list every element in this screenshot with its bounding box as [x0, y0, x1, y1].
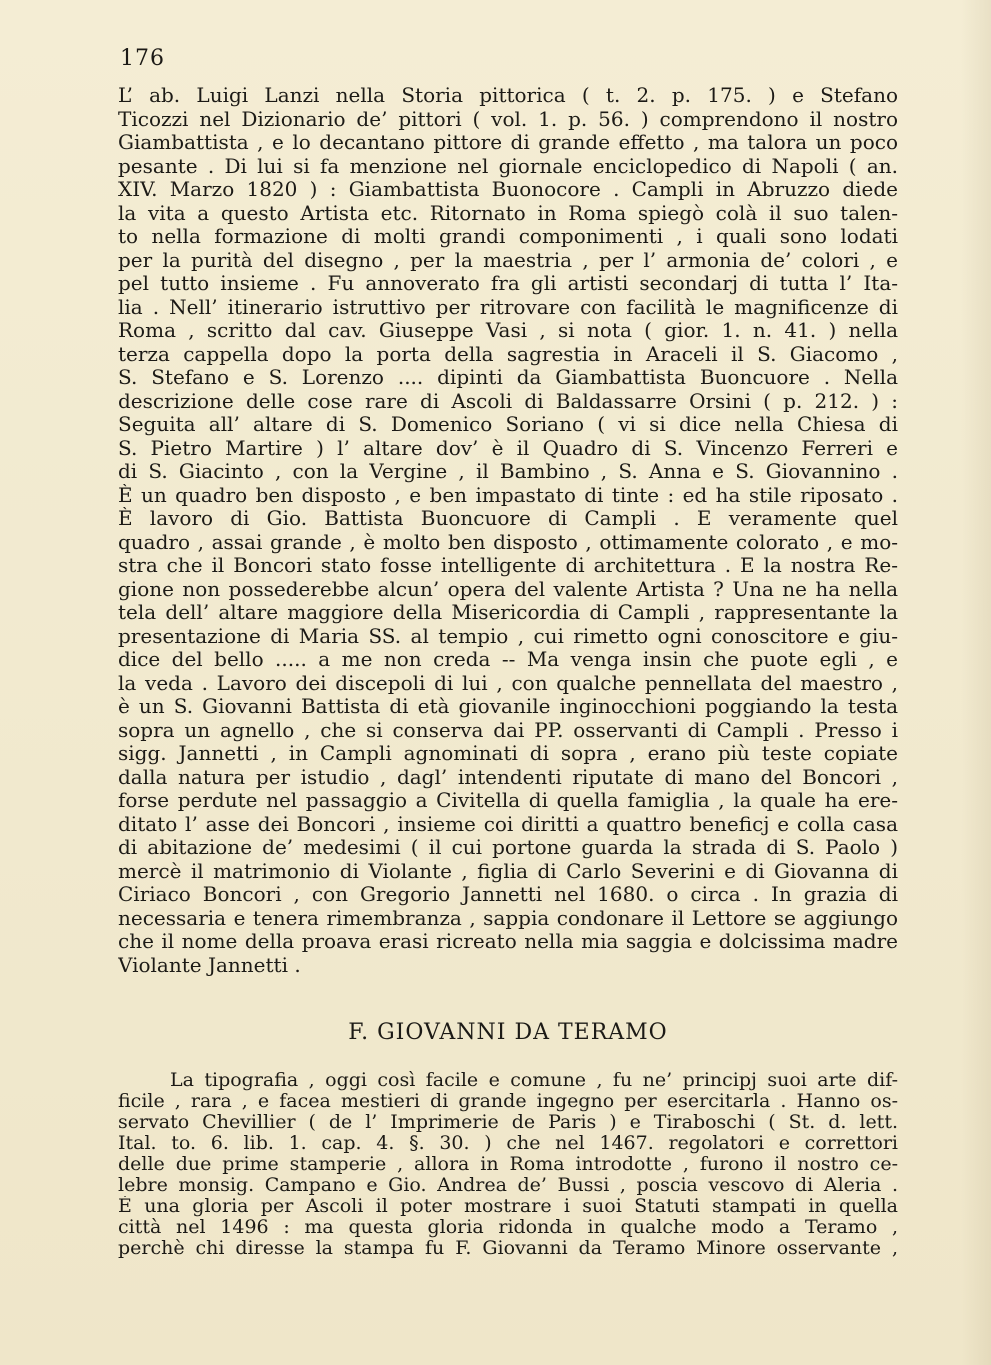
text-line: città nel 1496 : ma questa gloria ridonda in qualche modo a Teramo , [118, 1217, 898, 1238]
text-line: descrizione delle cose rare di Ascoli di Baldassarre Orsini ( p. 212. ) : [118, 389, 898, 413]
text-line: pesante . Di lui si fa menzione nel giornale enciclopedico di Napoli ( an. [118, 154, 898, 178]
text-line: la vita a questo Artista etc. Ritornato in Roma spiegò colà il suo talen- [118, 201, 898, 225]
text-line: terza cappella dopo la porta della sagrestia in Araceli il S. Giacomo , [118, 342, 898, 366]
text-line: Roma , scritto dal cav. Giuseppe Vasi , si nota ( gior. 1. n. 41. ) nella [118, 319, 898, 342]
text-line: necessaria e tenera rimembranza , sappia condonare il Lettore se aggiungo [118, 906, 898, 930]
text-line: servato Chevillier ( de l’ Imprimerie de Paris ) e Tiraboschi ( St. d. lett. [118, 1112, 898, 1133]
text-line: dalla natura per istudio , dagl’ intendenti riputate di mano del Boncori , [118, 765, 898, 789]
text-line: sopra un agnello , che si conserva dai PP. osservanti di Campli . Presso i [118, 718, 898, 742]
text-line: forse perdute nel passaggio a Civitella di quella famiglia , la quale ha ere- [118, 789, 898, 812]
text-line: L’ ab. Luigi Lanzi nella Storia pittorica ( t. 2. p. 175. ) e Stefano [118, 84, 898, 107]
text-line: mercè il matrimonio di Violante , figlia di Carlo Severini e di Giovanna di [118, 859, 898, 883]
page-number: 176 [120, 46, 165, 71]
text-line: Ciriaco Boncori , con Gregorio Jannetti nel 1680. o circa . In grazia di [118, 883, 898, 906]
text-line: tela dell’ altare maggiore della Misericordia di Campli , rappresentante la [118, 601, 898, 624]
text-line: quadro , assai grande , è molto ben disposto , ottimamente colorato , e mo- [118, 530, 898, 554]
text-line: per la purità del disegno , per la maestria , per l’ armonia de’ colori , e [118, 248, 898, 272]
text-line: La tipografia , oggi così facile e comune , fu ne’ principj suoi arte dif- [170, 1070, 898, 1091]
text-line: perchè chi diresse la stampa fu F. Giovanni da Teramo Minore osservante , [118, 1238, 898, 1259]
text-line: S. Stefano e S. Lorenzo .... dipinti da Giambattista Buoncuore . Nella [118, 366, 898, 389]
body-paragraph-tipografia [118, 1070, 898, 1259]
text-line: di abitazione de’ medesimi ( il cui portone guarda la strada di S. Paolo ) [118, 836, 898, 859]
section-heading: F. GIOVANNI DA TERAMO [348, 1020, 668, 1045]
text-line: È lavoro di Gio. Battista Buoncuore di Campli . E veramente quel [118, 507, 898, 530]
text-line: XIV. Marzo 1820 ) : Giambattista Buonocore . Campli in Abruzzo diede [118, 178, 898, 201]
text-line: ditato l’ asse dei Boncori , insieme coi diritti a quattro beneficj e colla casa [118, 812, 898, 836]
text-line: S. Pietro Martire ) l’ altare dov’ è il Quadro di S. Vincenzo Ferreri e [118, 436, 898, 460]
text-line: che il nome della proava erasi ricreato nella mia saggia e dolcissima madre [118, 930, 898, 953]
text-line: di S. Giacinto , con la Vergine , il Bambino , S. Anna e S. Giovannino . [118, 460, 898, 483]
text-line: È un quadro ben disposto , e ben impastato di tinte : ed ha stile riposato . [118, 483, 898, 507]
text-line: Giambattista , e lo decantano pittore di grande effetto , ma talora un poco [118, 131, 898, 154]
text-line: Ticozzi nel Dizionario de’ pittori ( vol. 1. p. 56. ) comprendono il nostro [118, 107, 898, 131]
text-line: presentazione di Maria SS. al tempio , cui rimetto ogni conoscitore e giu- [118, 624, 898, 648]
text-line: Seguita all’ altare di S. Domenico Soriano ( vi si dice nella Chiesa di [118, 413, 898, 436]
text-line: dice del bello ..... a me non creda -- Ma venga insin che puote egli , e [118, 648, 898, 671]
text-line: la veda . Lavoro dei discepoli di lui , con qualche pennellata del maestro , [118, 671, 898, 695]
text-line: Violante Jannetti . [118, 953, 301, 977]
page-edge-shadow [961, 0, 991, 1365]
text-line: Ital. to. 6. lib. 1. cap. 4. §. 30. ) che nel 1467. regolatori e correttori [118, 1133, 898, 1154]
text-line: stra che il Boncori stato fosse intelligente di architettura . E la nostra Re- [118, 554, 898, 577]
text-line: ficile , rara , e facea mestieri di grande ingegno per esercitarla . Hanno os- [118, 1091, 898, 1112]
text-line: lebre monsig. Campano e Gio. Andrea de’ Bussi , poscia vescovo di Aleria . [118, 1175, 898, 1196]
text-line: delle due prime stamperie , allora in Roma introdotte , furono il nostro ce- [118, 1154, 898, 1175]
text-line: È una gloria per Ascoli il poter mostrare i suoi Statuti stampati in quella [118, 1196, 898, 1217]
text-line: pel tutto insieme . Fu annoverato fra gli artisti secondarj di tutta l’ Ita- [118, 272, 898, 295]
body-paragraph-lanzi [118, 84, 898, 977]
text-line: gione non possederebbe alcun’ opera del valente Artista ? Una ne ha nella [118, 577, 898, 601]
text-line: lia . Nell’ itinerario istruttivo per ritrovare con facilità le magnificenze di [118, 295, 898, 319]
text-line: to nella formazione di molti grandi componimenti , i quali sono lodati [118, 225, 898, 248]
text-line: è un S. Giovanni Battista di età giovanile inginocchioni poggiando la testa [118, 695, 898, 718]
text-line: sigg. Jannetti , in Campli agnominati di sopra , erano più teste copiate [118, 742, 898, 765]
